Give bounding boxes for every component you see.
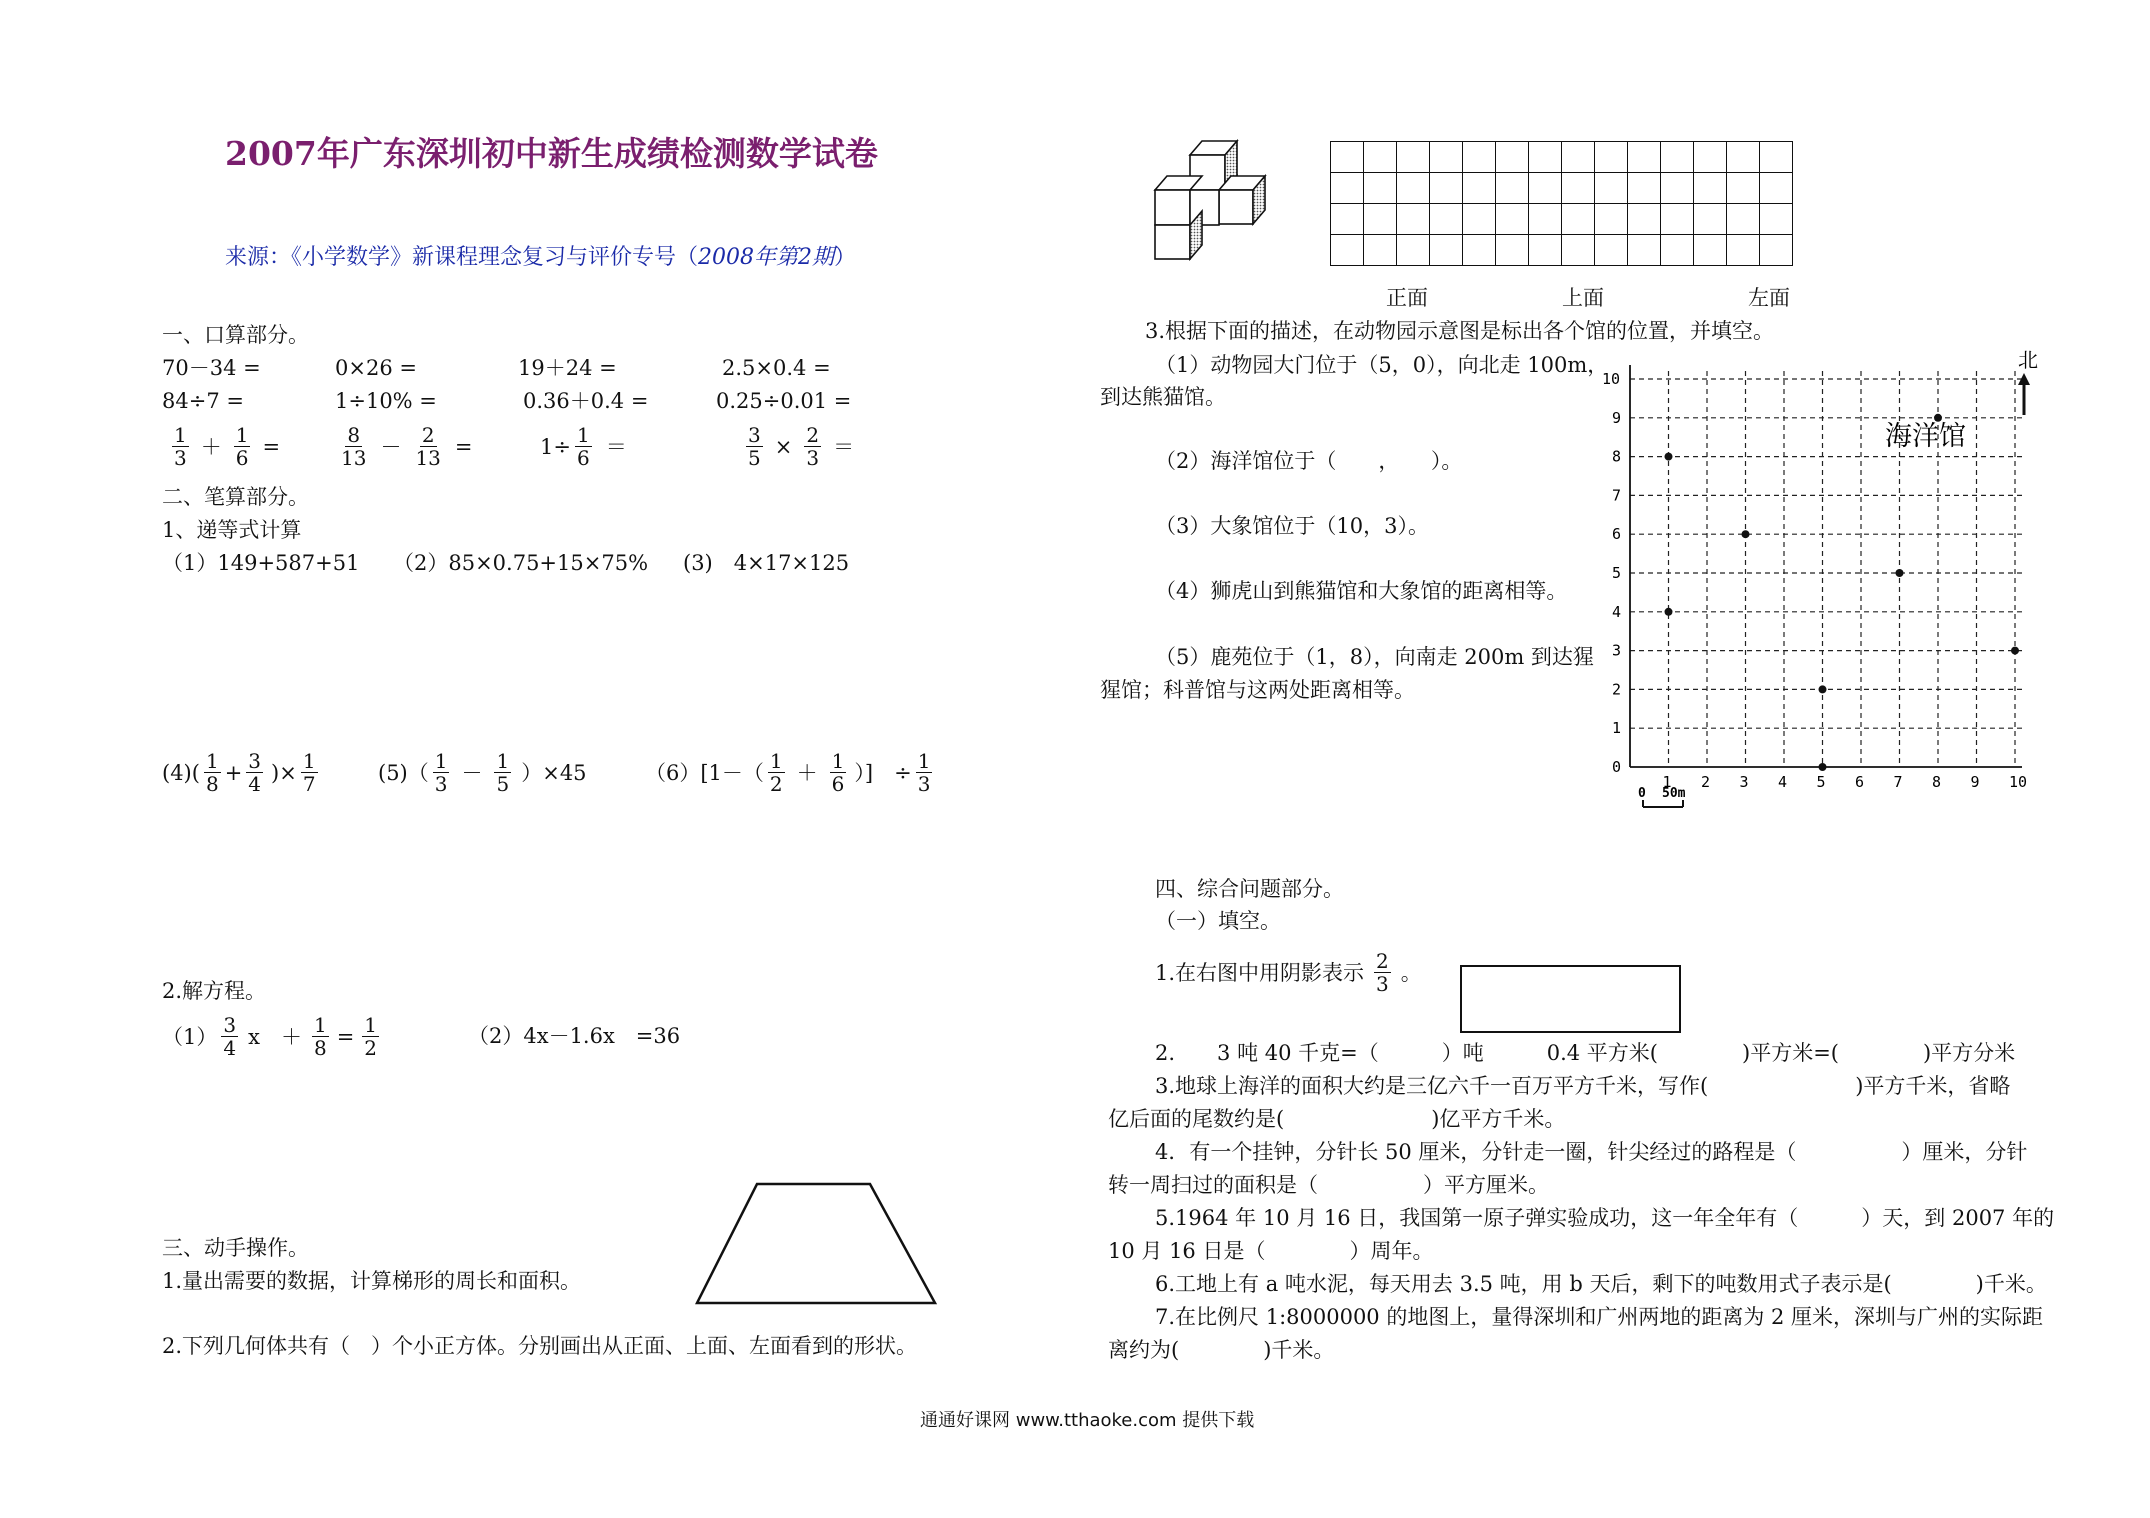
grid-cell[interactable] (1694, 204, 1727, 235)
grid-cell[interactable] (1430, 142, 1463, 173)
footer-credit: 通通好课网 www.tthaoke.com 提供下载 (920, 1410, 1255, 1431)
y-tick-label: 0 (1612, 758, 1622, 776)
fill-q5b: 10 月 16 日是（ ）周年。 (1108, 1239, 1434, 1263)
map-question: 3.根据下面的描述，在动物园示意图是标出各个馆的位置，并填空。 (1145, 319, 1775, 343)
scale-50m: 50m (1662, 786, 1686, 801)
map-point (1896, 569, 1904, 577)
view-label-left: 左面 (1748, 286, 1790, 310)
grid-cell[interactable] (1628, 142, 1661, 173)
map-point (1742, 530, 1750, 538)
map-item-5b: 猩馆；科普馆与这两处距离相等。 (1100, 678, 1415, 702)
part4-sub: （一）填空。 (1155, 909, 1281, 933)
grid-cell[interactable] (1529, 204, 1562, 235)
grid-cell[interactable] (1595, 235, 1628, 266)
y-tick-label: 5 (1612, 564, 1622, 582)
grid-cell[interactable] (1562, 204, 1595, 235)
grid-cell[interactable] (1397, 142, 1430, 173)
fill-q3b: 亿后面的尾数约是( )亿平方千米。 (1108, 1107, 1566, 1131)
x-tick-label: 1 (1662, 773, 1672, 791)
y-tick-label: 6 (1612, 525, 1622, 544)
grid-cell[interactable] (1364, 173, 1397, 204)
map-item-1b: 到达熊猫馆。 (1100, 385, 1226, 409)
grid-cell[interactable] (1727, 142, 1760, 173)
grid-cell[interactable] (1628, 235, 1661, 266)
oral-7: 0.36＋0.4 = (523, 389, 649, 413)
y-tick-label: 4 (1612, 602, 1622, 621)
grid-cell[interactable] (1760, 235, 1793, 266)
oral-6: 1÷10% = (335, 389, 437, 413)
source-issue: 2008年第2期 (698, 245, 835, 270)
view-label-front: 正面 (1386, 286, 1428, 310)
grid-cell[interactable] (1562, 235, 1595, 266)
grid-cell[interactable] (1529, 235, 1562, 266)
map-item-1a: （1）动物园大门位于（5，0），向北走 100m， (1155, 353, 1609, 377)
part2-sub1: 1、递等式计算 (162, 518, 302, 542)
grid-cell[interactable] (1760, 173, 1793, 204)
equation-1: （1） $\frac{3}{4}$ x ＋ $\frac{1}{8}$ = $\frac{1}{2}$ (162, 1013, 378, 1060)
map-item-2: （2）海洋馆位于（ ， ）。 (1155, 449, 1463, 473)
x-tick-label: 3 (1739, 773, 1749, 791)
map-item-3: （3）大象馆位于（10，3）。 (1155, 514, 1429, 538)
grid-cell[interactable] (1727, 173, 1760, 204)
equation-2: （2）4x－1.6x =36 (468, 1024, 681, 1048)
oral-3: 19＋24 = (518, 356, 617, 380)
map-point (1819, 685, 1827, 693)
y-tick-label: 9 (1612, 408, 1622, 427)
page-title: 2007年广东深圳初中新生成绩检测数学试卷 (225, 134, 878, 173)
grid-cell[interactable] (1397, 235, 1430, 266)
fill-q7a: 7.在比例尺 1:8000000 的地图上，量得深圳和广州两地的距离为 2 厘米，深圳与广州的实际距 (1155, 1305, 2044, 1329)
scale-zero: 0 (1638, 786, 1646, 801)
grid-cell[interactable] (1760, 204, 1793, 235)
grid-cell[interactable] (1595, 173, 1628, 204)
x-tick-label: 8 (1932, 773, 1942, 791)
grid-cell[interactable] (1496, 204, 1529, 235)
fill-q5a: 5.1964 年 10 月 16 日，我国第一原子弹实验成功，这一年全年有（ ）天，到 2007 年的 (1155, 1206, 2055, 1230)
fill-q4a: 4．有一个挂钟，分针长 50 厘米，分针走一圈，针尖经过的路程是（ ）厘米，分针 (1155, 1140, 2028, 1164)
zoo-map (1590, 345, 2040, 815)
source-prefix: 来源：《小学数学》新课程理念复习与评价专号（ (225, 245, 699, 270)
drawing-grid[interactable] (1330, 141, 1793, 266)
grid-cell[interactable] (1430, 173, 1463, 204)
shading-rectangle[interactable] (1460, 965, 1681, 1033)
oral-frac-c: 1÷ $\frac{1}{6}$ ＝ (540, 423, 627, 470)
grid-cell[interactable] (1694, 235, 1727, 266)
grid-cell[interactable] (1562, 142, 1595, 173)
source-suffix: ） (834, 245, 857, 270)
x-tick-label: 4 (1778, 773, 1788, 791)
grid-cell[interactable] (1331, 142, 1364, 173)
calc-2: （2）85×0.75+15×75% (393, 551, 649, 575)
grid-cell[interactable] (1661, 173, 1694, 204)
trapezoid-figure (695, 1180, 945, 1308)
calc-6: （6）[1－（ $\frac{1}{2}$ ＋ $\frac{1}{6}$ ）] ÷ $\frac{1}{3}$ (645, 749, 931, 796)
scale-bar (1643, 800, 1683, 807)
y-tick-label: 1 (1612, 719, 1622, 738)
grid-cell[interactable] (1430, 204, 1463, 235)
map-point (1665, 608, 1673, 616)
grid-cell[interactable] (1661, 235, 1694, 266)
grid-cell[interactable] (1331, 204, 1364, 235)
grid-cell[interactable] (1562, 173, 1595, 204)
map-item-4: （4）狮虎山到熊猫馆和大象馆的距离相等。 (1155, 579, 1568, 603)
x-tick-label: 6 (1855, 773, 1865, 791)
view-label-top: 上面 (1562, 286, 1604, 310)
oral-frac-d: $\frac{3}{5}$ × $\frac{2}{3}$ ＝ (748, 423, 855, 470)
calc-1: （1）149+587+51 (162, 551, 360, 575)
grid-cell[interactable] (1496, 173, 1529, 204)
grid-cell[interactable] (1595, 142, 1628, 173)
oral-frac-a: $\frac{1}{3}$ ＋ $\frac{1}{6}$ = (174, 423, 281, 470)
oral-8: 0.25÷0.01 = (716, 389, 852, 413)
calc-5: (5)（ $\frac{1}{3}$ － $\frac{1}{5}$ ）×45 (378, 749, 587, 796)
part3-heading: 三、动手操作。 (162, 1236, 309, 1260)
fill-q7b: 离约为( )千米。 (1108, 1338, 1335, 1362)
grid-cell[interactable] (1397, 173, 1430, 204)
y-tick-label: 10 (1602, 370, 1621, 388)
grid-cell[interactable] (1760, 142, 1793, 173)
part2-sub2: 2.解方程。 (162, 979, 267, 1003)
grid-cell[interactable] (1331, 173, 1364, 204)
cube-figure (1145, 135, 1295, 265)
grid-cell[interactable] (1628, 204, 1661, 235)
source-line (225, 240, 856, 271)
grid-cell[interactable] (1727, 204, 1760, 235)
x-tick-label: 2 (1701, 773, 1711, 791)
grid-cell[interactable] (1331, 235, 1364, 266)
y-tick-label: 2 (1612, 680, 1622, 699)
grid-cell[interactable] (1463, 173, 1496, 204)
map-point (1665, 453, 1673, 461)
grid-cell[interactable] (1463, 204, 1496, 235)
grid-cell[interactable] (1364, 142, 1397, 173)
fill-q2: 2. 3 吨 40 千克=（ ）吨 0.4 平方米( )平方米=( )平方分米 (1155, 1041, 2016, 1065)
grid-cell[interactable] (1529, 173, 1562, 204)
map-point (2011, 647, 2019, 655)
grid-cell[interactable] (1496, 142, 1529, 173)
oral-2: 0×26 = (335, 356, 417, 380)
part3-q1: 1.量出需要的数据，计算梯形的周长和面积。 (162, 1269, 582, 1293)
x-tick-label: 9 (1970, 773, 1980, 791)
grid-cell[interactable] (1727, 235, 1760, 266)
ocean-hall-label: 海洋馆 (1885, 421, 1966, 452)
grid-cell[interactable] (1463, 235, 1496, 266)
grid-cell[interactable] (1364, 204, 1397, 235)
grid-cell[interactable] (1628, 173, 1661, 204)
grid-cell[interactable] (1364, 235, 1397, 266)
grid-cell[interactable] (1694, 142, 1727, 173)
map-item-5a: （5）鹿苑位于（1，8），向南走 200m 到达猩 (1155, 645, 1594, 669)
fill-q4b: 转一周扫过的面积是（ ）平方厘米。 (1108, 1173, 1549, 1197)
y-tick-label: 7 (1612, 486, 1622, 505)
part4-heading: 四、综合问题部分。 (1155, 877, 1344, 901)
y-tick-label: 3 (1612, 641, 1622, 660)
grid-cell[interactable] (1397, 204, 1430, 235)
grid-cell[interactable] (1595, 204, 1628, 235)
x-tick-label: 10 (2009, 773, 2028, 791)
calc-3: (3) 4×17×125 (683, 551, 850, 575)
map-point (1819, 763, 1827, 771)
grid-cell[interactable] (1694, 173, 1727, 204)
oral-5: 84÷7 = (162, 389, 244, 413)
oral-frac-b: $\frac{8}{13}$ － $\frac{2}{13}$ = (341, 423, 473, 470)
part3-q2: 2.下列几何体共有（ ）个小正方体。分别画出从正面、上面、左面看到的形状。 (162, 1334, 918, 1358)
grid-cell[interactable] (1496, 235, 1529, 266)
fill-q1: 1.在右图中用阴影表示 $\frac{2}{3}$ 。 (1155, 949, 1422, 996)
grid-cell[interactable] (1661, 142, 1694, 173)
x-tick-label: 5 (1816, 773, 1826, 791)
fill-q3a: 3.地球上海洋的面积大约是三亿六千一百万平方千米，写作( )平方千米，省略 (1155, 1074, 2011, 1098)
x-tick-label: 7 (1893, 773, 1903, 791)
north-label: 北 (2018, 348, 2038, 372)
part2-heading: 二、笔算部分。 (162, 485, 309, 509)
fill-q6: 6.工地上有 a 吨水泥，每天用去 3.5 吨，用 b 天后，剩下的吨数用式子表示是( )千米。 (1155, 1272, 2047, 1296)
oral-1: 70－34 = (162, 356, 261, 380)
grid-cell[interactable] (1661, 204, 1694, 235)
part1-heading: 一、口算部分。 (162, 323, 309, 347)
grid-cell[interactable] (1529, 142, 1562, 173)
calc-4: (4)( $\frac{1}{8}$ + $\frac{3}{4}$ )× $\frac{1}{7}$ (162, 749, 316, 796)
y-tick-label: 8 (1612, 447, 1622, 466)
grid-cell[interactable] (1430, 235, 1463, 266)
grid-cell[interactable] (1463, 142, 1496, 173)
oral-4: 2.5×0.4 = (722, 356, 831, 380)
